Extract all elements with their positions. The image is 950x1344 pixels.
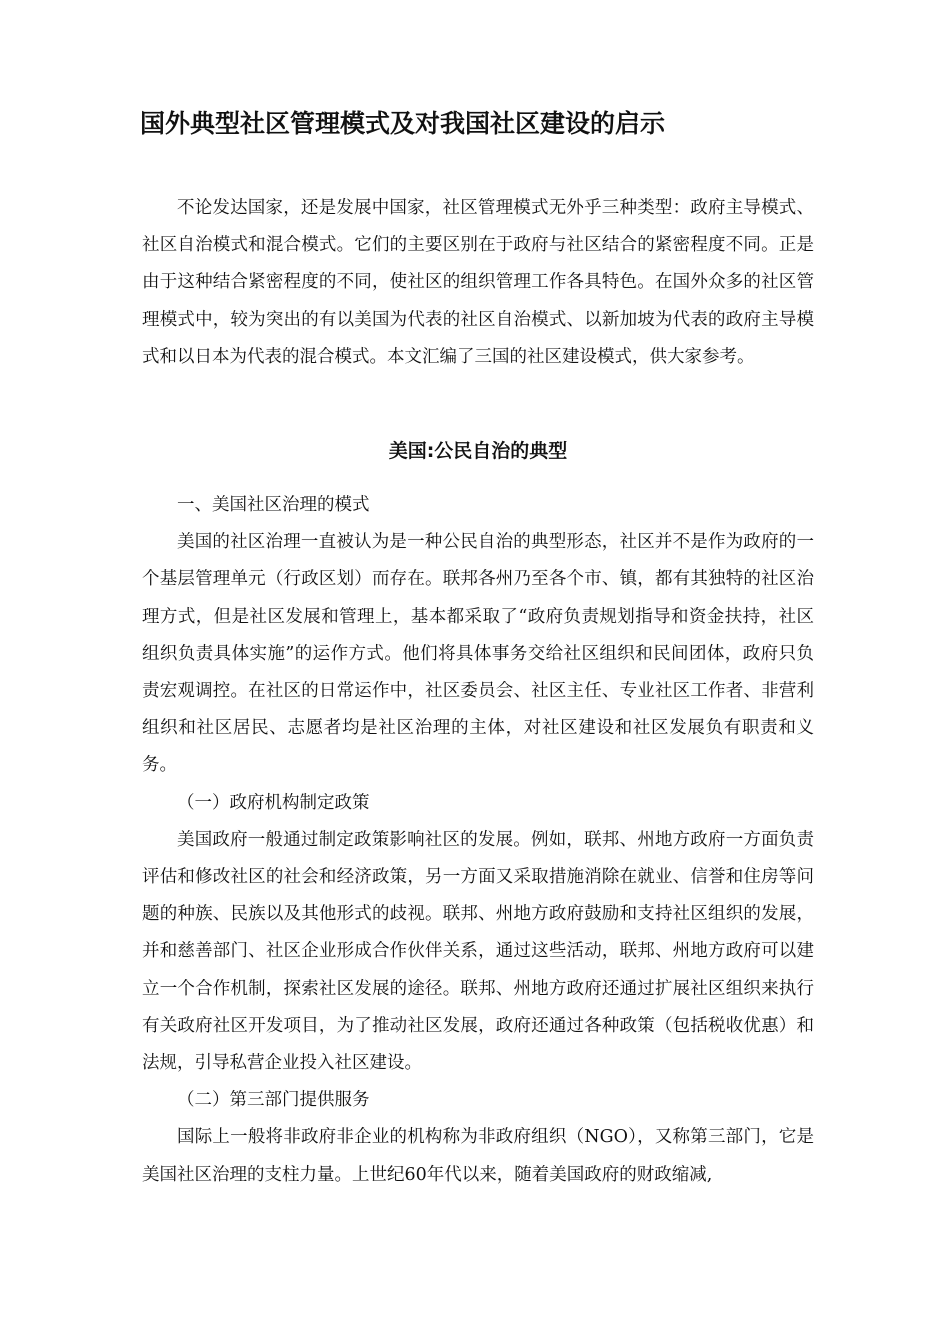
- paragraph-3: 国际上一般将非政府非企业的机构称为非政府组织（NGO），又称第三部门，它是美国社区治理的支柱力量。上世纪60年代以来，随着美国政府的财政缩减,: [142, 1127, 814, 1185]
- paragraph-2: 美国政府一般通过制定政策影响社区的发展。例如，联邦、州地方政府一方面负责评估和修改社区的社会和经济政策，另一方面又采取措施消除在就业、信誉和住房等问题的种族、民族以及其他形式的歧视。联邦、州地方政府鼓励和支持社区组织的发展，并和慈善部门、社区企业形成合作伙伴关系，通过这些活动，联邦、州地方政府可以建立一个合作机制，探索社区发展的途径。联邦、州地方政府还通过扩展社区组织来执行有关政府社区开发项目，为了推动社区发展，政府还通过各种政策（包括税收优惠）和法规，引导私营企业投入社区建设。: [142, 829, 814, 1074]
- section-body: [142, 487, 814, 1194]
- subheading-1: 一、美国社区治理的模式: [177, 495, 370, 515]
- paragraph-1: 美国的社区治理一直被认为是一种公民自治的典型形态，社区并不是作为政府的一个基层管理单元（行政区划）而存在。联邦各州乃至各个市、镇，都有其独特的社区治理方式，但是社区发展和管理上，基本都采取了“政府负责规划指导和资金扶持，社区组织负责具体实施”的运作方式。他们将具体事务交给社区组织和民间团体，政府只负责宏观调控。在社区的日常运作中，社区委员会、社区主任、专业社区工作者、非营利组织和社区居民、志愿者均是社区治理的主体，对社区建设和社区发展负有职责和义务。: [142, 532, 814, 776]
- intro-paragraph: 不论发达国家，还是发展中国家，社区管理模式无外乎三种类型：政府主导模式、社区自治模式和混合模式。它们的主要区别在于政府与社区结合的紧密程度不同。正是由于这种结合紧密程度的不同，使社区的组织管理工作各具特色。在国外众多的社区管理模式中，较为突出的有以美国为代表的社区自治模式、以新加坡为代表的政府主导模式和以日本为代表的混合模式。本文汇编了三国的社区建设模式，供大家参考。: [142, 198, 814, 367]
- document-title: 国外典型社区管理模式及对我国社区建设的启示: [140, 109, 666, 138]
- section-heading: 美国:公民自治的典型: [388, 440, 568, 462]
- subheading-3: （二）第三部门提供服务: [177, 1090, 370, 1111]
- intro-block: [142, 190, 814, 376]
- subheading-2: （一）政府机构制定政策: [177, 792, 370, 813]
